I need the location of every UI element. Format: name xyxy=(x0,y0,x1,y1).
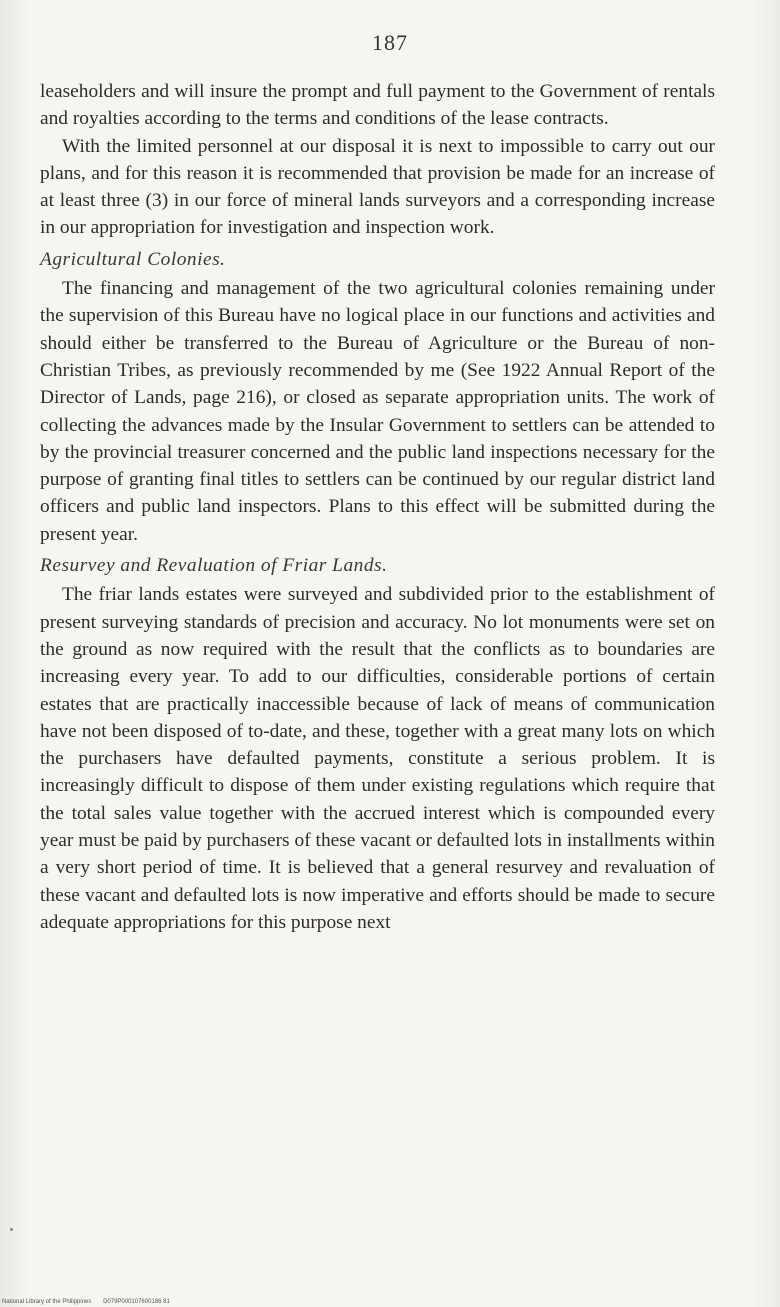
footer-library: National Library of the Philippines xyxy=(2,1299,92,1305)
paragraph-friar-lands: The friar lands estates were surveyed and subdivided prior to the establishment of present surveying standards of precision and accuracy. No lot monuments were set on the ground as now required with the result that the conflicts as to boundaries are increasing every year. To add to our difficulties, considerable portions of certain estates that are practically inaccessible because of lack of means of communication have not been disposed of to-date, and these, together with a great many lots on which the purchasers have defaulted payments, constitute a serious problem. It is increasingly difficult to dispose of them under existing regulations which require that the total sales value together with the accrued interest which is compounded every year must be paid by purchasers of these vacant or defaulted lots in installments within a very short period of time. It is believed that a general resurvey and revaluation of these vacant and defaulted lots is now imperative and efforts should be made to secure adequate appropriations for this purpose next xyxy=(40,584,715,933)
paragraph-agricultural-colonies: The financing and management of the two agricultural colonies remaining under the supervision of this Bureau have no logical place in our functions and activities and should either be transferred to the Bureau of Agriculture or the Bureau of non-Christian Tribes, as previously recommended by me (See 1922 Annual Report of the Director of Lands, page 216), or closed as separate appropriation units. The work of collecting the advances made by the Insular Government to settlers can be attended to by the provincial treasurer concerned and the public land inspections necessary for the purpose of granting final titles to settlers can be continued by our regular district land officers and public land inspectors. Plans to this effect will be submitted during the present year. xyxy=(40,278,715,545)
page-body xyxy=(40,78,715,936)
section-heading-friar-lands: Resurvey and Revaluation of Friar Lands. xyxy=(40,555,388,577)
scan-speck xyxy=(10,1228,13,1231)
page-number: 187 xyxy=(372,30,408,55)
paragraph-continuation: leaseholders and will insure the prompt and full payment to the Government of rentals and royalties according to the terms and conditions of the lease contracts. xyxy=(40,81,715,130)
paragraph-personnel: With the limited personnel at our disposal it is next to impossible to carry out our plans, and for this reason it is recommended that provision be made for an increase of at least three (3) in our force of mineral lands surveyors and a corresponding increase in our appropriation for investigation and inspection work. xyxy=(40,135,715,239)
scan-footer xyxy=(2,1299,180,1305)
footer-code: D079P000107600186 81 xyxy=(103,1299,170,1305)
section-heading-agricultural-colonies: Agricultural Colonies. xyxy=(40,248,226,270)
